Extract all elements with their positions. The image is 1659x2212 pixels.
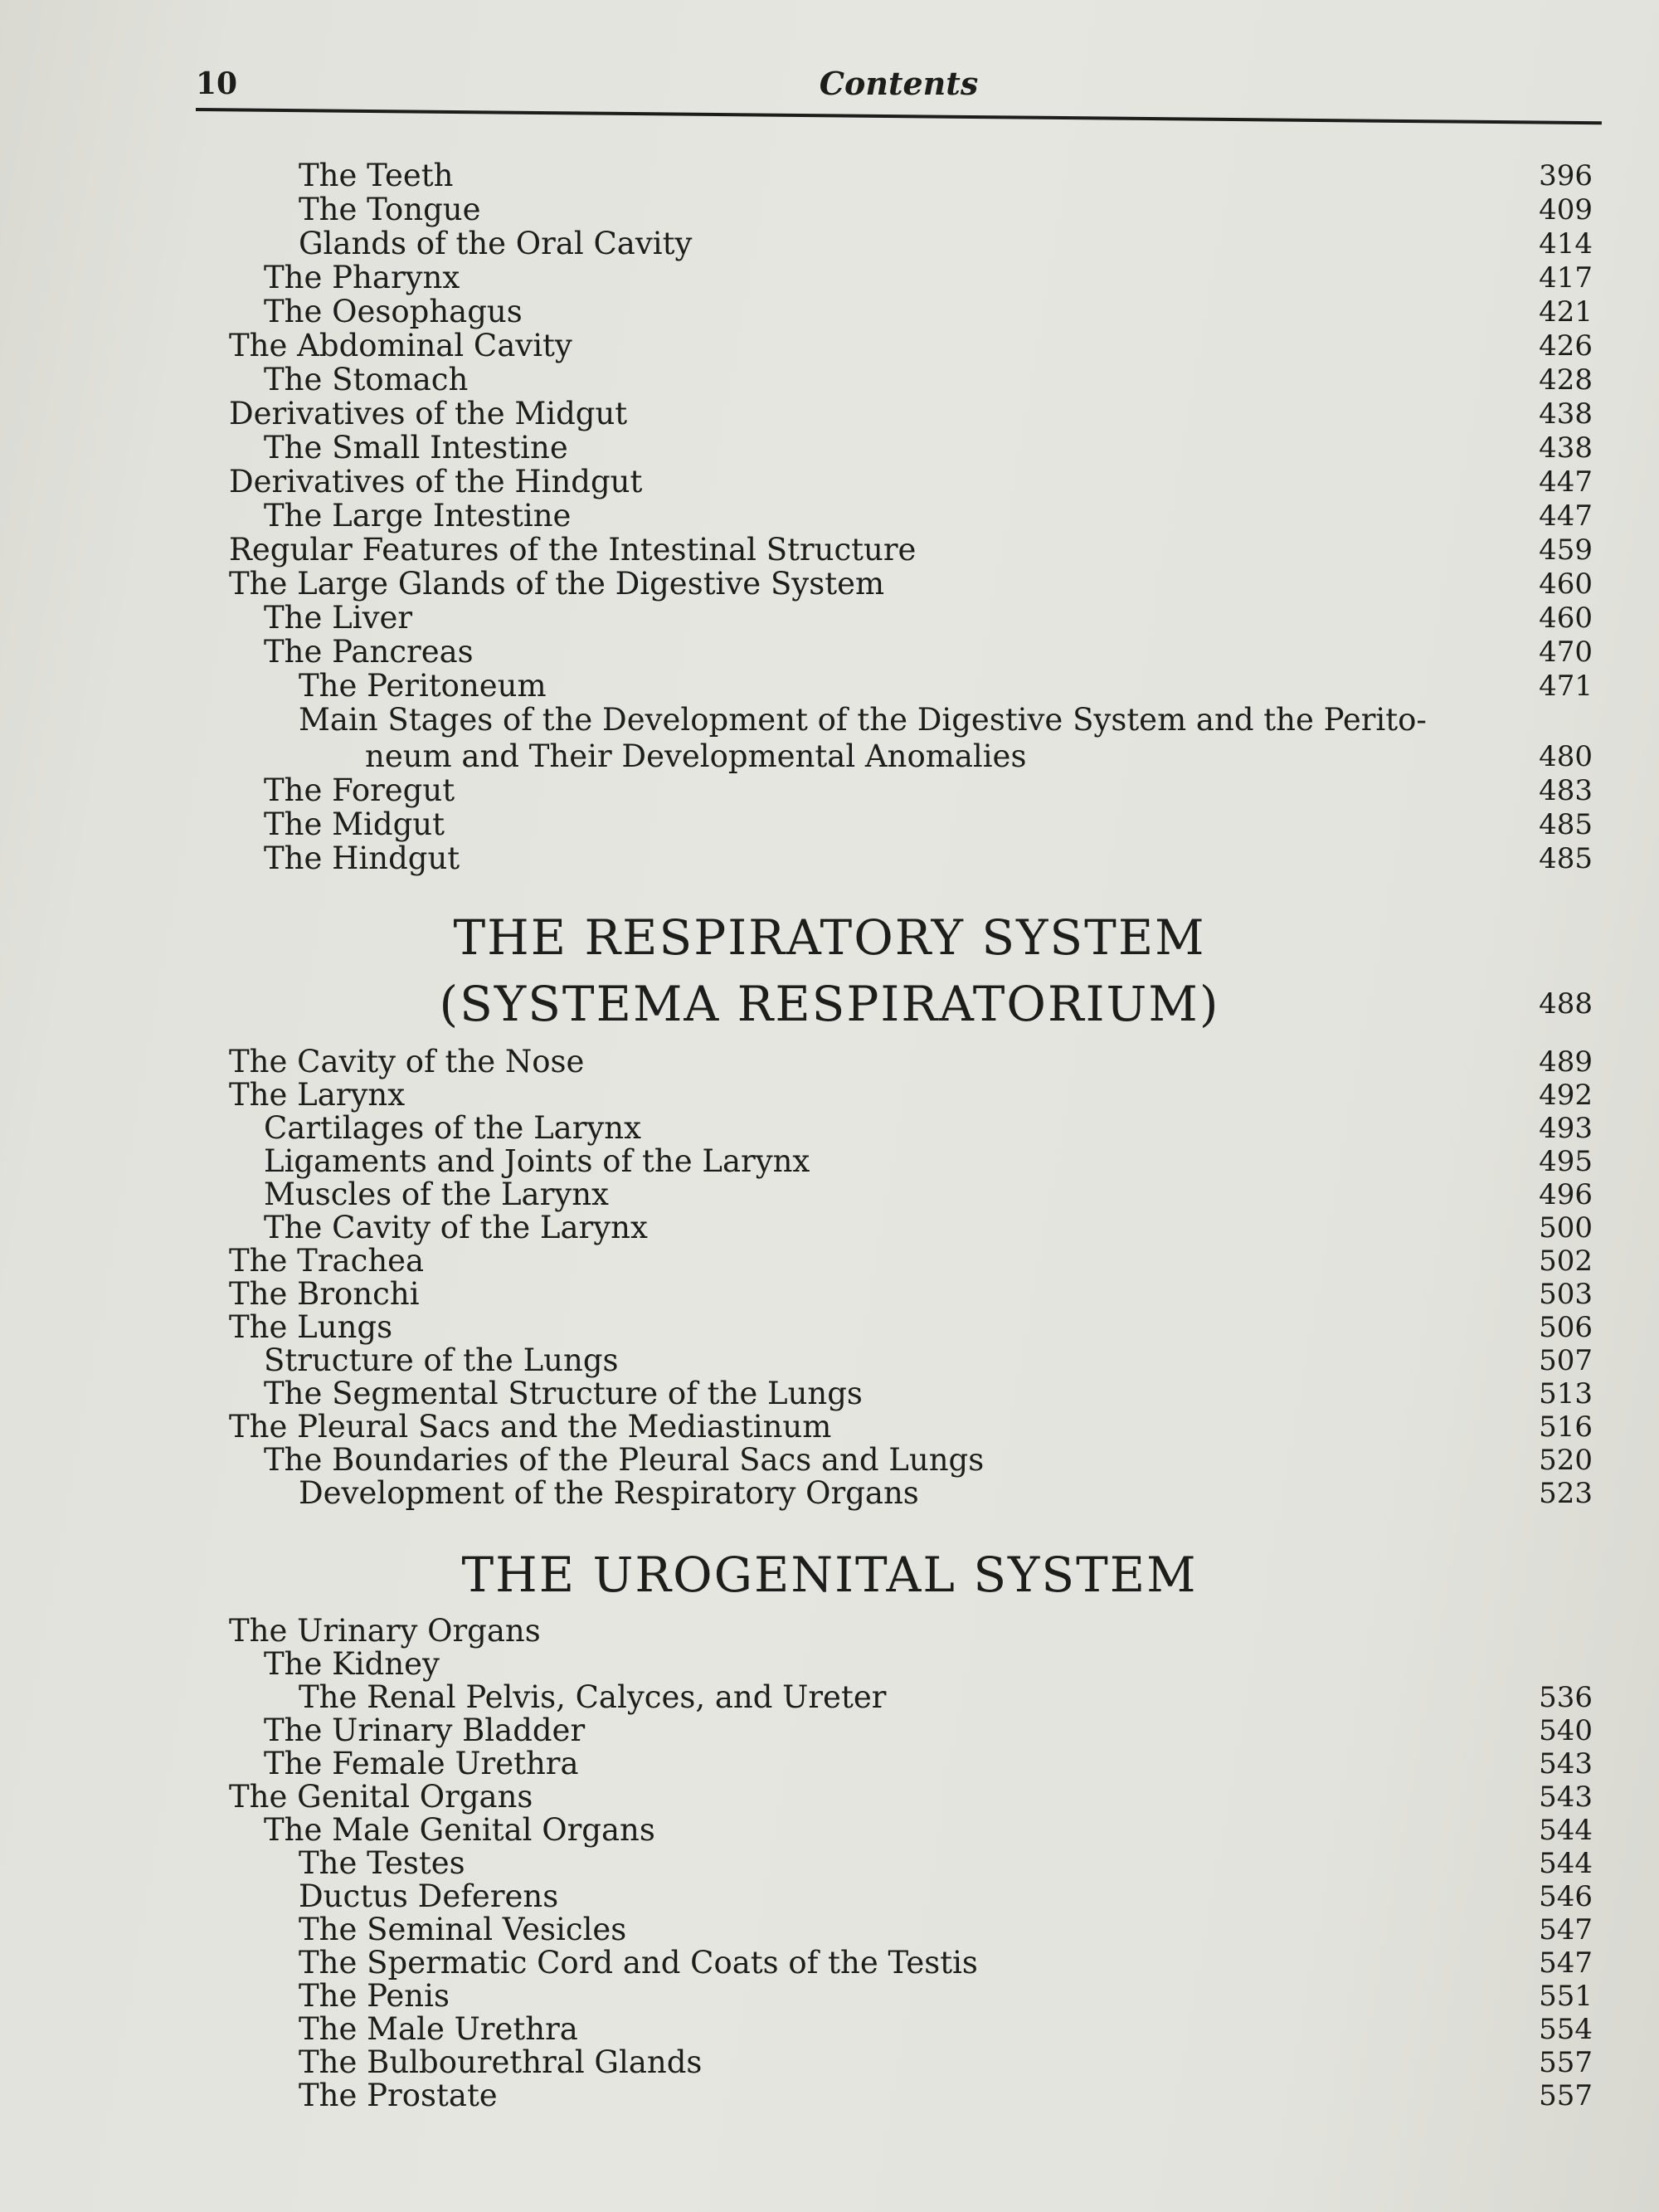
entry-page: 540: [1539, 1714, 1593, 1747]
entry-page: 460: [1539, 602, 1593, 635]
toc-entry: [0, 464, 1659, 500]
entry-page: 557: [1539, 2046, 1593, 2079]
toc-entry: [0, 1442, 1659, 1479]
toc-entry: [0, 2044, 1659, 2081]
entry-title: The Small Intestine: [264, 430, 568, 465]
toc-entry: [0, 1475, 1659, 1512]
entry-title: [299, 702, 1626, 775]
toc-entry: [0, 1276, 1659, 1313]
entry-page: 414: [1539, 227, 1593, 261]
entry-page: 554: [1539, 2013, 1593, 2046]
entry-page: 428: [1539, 363, 1593, 397]
entry-page: 485: [1539, 808, 1593, 841]
entry-title: The Urinary Bladder: [264, 1713, 586, 1748]
entry-page: 417: [1539, 261, 1593, 295]
heading-latin-text: (SYSTEMA RESPIRATORIUM): [439, 976, 1220, 1032]
entry-title: Muscles of the Larynx: [264, 1177, 609, 1212]
entry-title: The Teeth: [299, 158, 454, 193]
toc-entry: [0, 702, 1659, 775]
running-head: Contents: [819, 65, 979, 102]
toc-entry: [0, 1110, 1659, 1147]
toc-entry: [0, 294, 1659, 330]
entry-page: 489: [1539, 1045, 1593, 1079]
entry-page: 459: [1539, 534, 1593, 567]
toc-entry: [0, 1409, 1659, 1445]
page-number: 10: [196, 66, 238, 101]
entry-title: The Abdominal Cavity: [229, 328, 572, 363]
entry-page: 426: [1539, 329, 1593, 363]
entry-title: The Peritoneum: [299, 668, 547, 704]
entry-title: The Midgut: [264, 806, 445, 842]
entry-page: 536: [1539, 1681, 1593, 1714]
toc-entry: [0, 1309, 1659, 1346]
toc-entry: [0, 1376, 1659, 1412]
toc-entry: [0, 806, 1659, 843]
entry-title: The Male Genital Organs: [264, 1812, 655, 1848]
toc-entry: [0, 1243, 1659, 1279]
entry-title: The Pleural Sacs and the Mediastinum: [229, 1409, 832, 1445]
entry-title: The Female Urethra: [264, 1746, 579, 1781]
toc-entry: [0, 192, 1659, 228]
toc-entry: [0, 1342, 1659, 1379]
entry-page: 551: [1539, 1980, 1593, 2013]
toc-entry: [0, 328, 1659, 364]
entry-title: The Male Urethra: [299, 2011, 578, 2047]
entry-title: The Bronchi: [229, 1276, 420, 1312]
toc-entry: [0, 362, 1659, 398]
toc-entry: [0, 2011, 1659, 2048]
entry-page: 520: [1539, 1444, 1593, 1477]
entry-title: The Renal Pelvis, Calyces, and Ureter: [299, 1679, 887, 1715]
entry-title: The Liver: [264, 600, 413, 636]
toc-entry: [0, 1613, 1659, 1649]
entry-title: The Large Intestine: [264, 498, 572, 534]
toc-entry: [0, 226, 1659, 262]
entry-title: The Penis: [299, 1978, 450, 2014]
entry-title: Regular Features of the Intestinal Structure: [229, 532, 917, 568]
entry-page: 543: [1539, 1747, 1593, 1781]
toc-entry: [0, 1912, 1659, 1948]
toc-entry: [0, 532, 1659, 568]
entry-title: The Larynx: [229, 1077, 406, 1113]
toc-entry: [0, 1746, 1659, 1782]
entry-page: 421: [1539, 295, 1593, 329]
toc-entry: [0, 430, 1659, 466]
toc-entry: [0, 1812, 1659, 1849]
toc-entry: [0, 1077, 1659, 1113]
entry-page: 409: [1539, 193, 1593, 227]
toc-entry: [0, 498, 1659, 534]
toc-entry: [0, 600, 1659, 636]
toc-entry: [0, 1679, 1659, 1716]
entry-page: 547: [1539, 1946, 1593, 1980]
toc-entry: [0, 1713, 1659, 1749]
entry-page: 500: [1539, 1211, 1593, 1245]
toc-entry: [0, 634, 1659, 670]
toc-entry: [0, 1646, 1659, 1683]
entry-title: Ligaments and Joints of the Larynx: [264, 1143, 810, 1179]
entry-page: 544: [1539, 1847, 1593, 1880]
toc-entry: [0, 566, 1659, 602]
toc-entry: [0, 1044, 1659, 1080]
entry-page: 544: [1539, 1814, 1593, 1847]
entry-title: Derivatives of the Hindgut: [229, 464, 643, 499]
entry-title: Ductus Deferens: [299, 1878, 559, 1914]
entry-title: Structure of the Lungs: [264, 1342, 619, 1378]
entry-page: 523: [1539, 1477, 1593, 1510]
entry-page: 438: [1539, 397, 1593, 431]
entry-page: 495: [1539, 1145, 1593, 1178]
toc-entry: [0, 1779, 1659, 1815]
entry-title: The Seminal Vesicles: [299, 1912, 627, 1947]
toc-entry: [0, 840, 1659, 877]
entry-title: The Large Glands of the Digestive System: [229, 566, 885, 602]
entry-title: The Trachea: [229, 1243, 425, 1279]
toc-entry: [0, 772, 1659, 809]
section-heading-respiratory: THE RESPIRATORY SYSTEM: [453, 909, 1206, 966]
entry-title: The Hindgut: [264, 840, 460, 876]
section-heading-urogenital: THE UROGENITAL SYSTEM: [461, 1547, 1198, 1603]
entry-title: The Stomach: [264, 362, 469, 397]
entry-title: The Lungs: [229, 1309, 393, 1345]
entry-page: 507: [1539, 1344, 1593, 1377]
entry-page: 493: [1539, 1112, 1593, 1145]
toc-entry: [0, 1978, 1659, 2015]
heading-page: 488: [1539, 987, 1593, 1021]
entry-page: 480: [1539, 740, 1593, 773]
entry-page: 396: [1539, 159, 1593, 192]
entry-title: Glands of the Oral Cavity: [299, 226, 693, 261]
entry-title-line2: neum and Their Developmental Anomalies: [365, 738, 1027, 774]
toc-entry: [0, 260, 1659, 296]
entry-title: The Boundaries of the Pleural Sacs and Lungs: [264, 1442, 985, 1478]
entry-page: 492: [1539, 1079, 1593, 1112]
toc-entry: [0, 1210, 1659, 1246]
entry-title-line1: Main Stages of the Development of the Digestive System and the Perito-: [299, 702, 1427, 738]
toc-entry: [0, 1143, 1659, 1180]
entry-page: 460: [1539, 568, 1593, 601]
entry-page: 447: [1539, 499, 1593, 533]
entry-page: 506: [1539, 1311, 1593, 1344]
entry-title: The Cavity of the Nose: [229, 1044, 585, 1079]
entry-title: The Tongue: [299, 192, 481, 227]
entry-page: 470: [1539, 636, 1593, 669]
entry-page: 516: [1539, 1411, 1593, 1444]
entry-page: 485: [1539, 842, 1593, 875]
entry-title: The Spermatic Cord and Coats of the Testis: [299, 1945, 978, 1981]
entry-title: Development of the Respiratory Organs: [299, 1475, 919, 1511]
entry-title: The Oesophagus: [264, 294, 523, 329]
toc-entry: [0, 1845, 1659, 1882]
toc-entry: [0, 1945, 1659, 1981]
entry-title: Cartilages of the Larynx: [264, 1110, 641, 1146]
entry-title: The Bulbourethral Glands: [299, 2044, 703, 2080]
entry-title: The Testes: [299, 1845, 465, 1881]
entry-page: 543: [1539, 1781, 1593, 1814]
entry-page: 502: [1539, 1245, 1593, 1278]
entry-title: The Pancreas: [264, 634, 474, 670]
entry-title: The Cavity of the Larynx: [264, 1210, 648, 1245]
entry-page: 447: [1539, 465, 1593, 499]
entry-page: 513: [1539, 1377, 1593, 1411]
entry-page: 483: [1539, 774, 1593, 807]
entry-page: 496: [1539, 1178, 1593, 1211]
entry-page: 547: [1539, 1913, 1593, 1946]
entry-title: The Genital Organs: [229, 1779, 533, 1815]
entry-page: 471: [1539, 670, 1593, 703]
toc-entry: [0, 668, 1659, 704]
entry-title: The Pharynx: [264, 260, 460, 295]
entry-page: 503: [1539, 1278, 1593, 1311]
toc-entry: [0, 158, 1659, 194]
entry-title: The Prostate: [299, 2078, 498, 2113]
entry-title: The Urinary Organs: [229, 1613, 541, 1649]
entry-page: 557: [1539, 2079, 1593, 2112]
toc-entry: [0, 2078, 1659, 2114]
entry-page: 546: [1539, 1880, 1593, 1913]
page-header: [196, 63, 1602, 113]
entry-page: 438: [1539, 431, 1593, 465]
entry-title: The Foregut: [264, 772, 455, 808]
entry-title: Derivatives of the Midgut: [229, 396, 628, 431]
toc-entry: [0, 396, 1659, 432]
toc-entry: [0, 1177, 1659, 1213]
section-heading-respiratory-latin: [0, 969, 1659, 1039]
entry-title: The Segmental Structure of the Lungs: [264, 1376, 863, 1411]
toc-entry: [0, 1878, 1659, 1915]
entry-title: The Kidney: [264, 1646, 440, 1682]
